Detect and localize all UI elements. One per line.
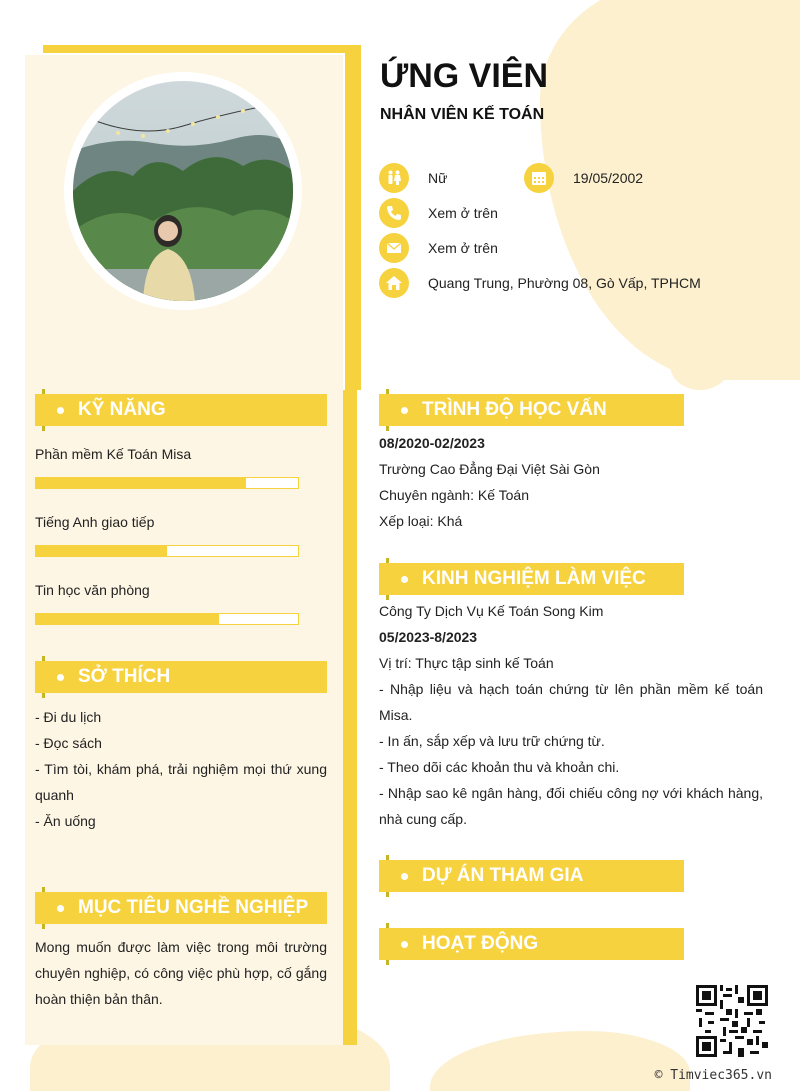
projects-title-text: DỰ ÁN THAM GIA	[422, 865, 584, 886]
activities-title-text: HOẠT ĐỘNG	[422, 933, 539, 954]
hobbies-title-text: SỞ THÍCH	[78, 666, 171, 687]
education-grade: Xếp loại: Khá	[379, 513, 463, 529]
skills-title-text: KỸ NĂNG	[78, 399, 166, 420]
objective-text: Mong muốn được làm việc trong môi trường chuyên nghiệp, có công việc phù hợp, cố gắng hoàn thiện bản thân.	[35, 939, 327, 1007]
projects-title	[379, 860, 684, 892]
gender-icon	[379, 163, 409, 193]
skill-label: Phần mềm Kế Toán Misa	[35, 446, 192, 462]
bullet-icon	[401, 576, 408, 583]
bullet-icon	[57, 905, 64, 912]
bullet-icon	[57, 674, 64, 681]
gender-value: Nữ	[428, 170, 448, 186]
calendar-icon	[524, 163, 554, 193]
education-period: 08/2020-02/2023	[379, 435, 485, 451]
experience-company: Công Ty Dịch Vụ Kế Toán Song Kim	[379, 603, 604, 619]
list-item: - Đi du lịch	[35, 709, 102, 725]
birthday-value: 19/05/2002	[573, 170, 644, 186]
frame-border	[343, 390, 357, 1045]
footer-brand[interactable]: © Timviec365.vn	[654, 1068, 772, 1083]
experience-block	[379, 598, 763, 832]
skill-bar	[35, 545, 299, 557]
frame-border	[345, 45, 361, 390]
address-value: Quang Trung, Phường 08, Gò Vấp, TPHCM	[428, 275, 701, 291]
skill-bar	[35, 613, 299, 625]
list-item: - Nhập liệu và hạch toán chứng từ lên phần mềm kế toán Misa.	[379, 681, 763, 723]
phone-value: Xem ở trên	[428, 205, 498, 221]
experience-position: Vị trí: Thực tập sinh kế Toán	[379, 655, 554, 671]
experience-title	[379, 563, 684, 595]
list-item: - In ấn, sắp xếp và lưu trữ chứng từ.	[379, 733, 605, 749]
education-major: Chuyên ngành: Kế Toán	[379, 487, 529, 503]
list-item: - Tìm tòi, khám phá, trải nghiệm mọi thứ xung quanh	[35, 761, 327, 803]
info-email	[379, 233, 498, 263]
phone-icon	[379, 198, 409, 228]
skill-fill	[36, 614, 219, 624]
info-birthday	[524, 163, 643, 193]
skill-label: Tiếng Anh giao tiếp	[35, 514, 155, 530]
info-phone	[379, 198, 498, 228]
home-icon	[379, 268, 409, 298]
objective-title	[35, 892, 327, 924]
education-title	[379, 394, 684, 426]
objective-title-text: MỤC TIÊU NGHỀ NGHIỆP	[78, 897, 309, 918]
list-item: - Nhập sao kê ngân hàng, đối chiếu công nợ với khách hàng, nhà cung cấp.	[379, 785, 763, 827]
list-item: - Ăn uống	[35, 813, 96, 829]
bullet-icon	[57, 407, 64, 414]
background-blob	[670, 340, 730, 390]
mail-icon	[379, 233, 409, 263]
email-value: Xem ở trên	[428, 240, 498, 256]
skill-bar	[35, 477, 299, 489]
education-school: Trường Cao Đẳng Đại Việt Sài Gòn	[379, 461, 600, 477]
skill-label: Tin học văn phòng	[35, 582, 150, 598]
candidate-name: ỨNG VIÊN	[380, 57, 549, 95]
experience-period: 05/2023-8/2023	[379, 629, 478, 645]
hobbies-list	[35, 704, 327, 834]
job-title: NHÂN VIÊN KẾ TOÁN	[380, 106, 545, 123]
skill-fill	[36, 478, 246, 488]
qr-code-icon	[696, 985, 768, 1057]
avatar	[73, 81, 293, 301]
hobbies-title	[35, 661, 327, 693]
skills-title	[35, 394, 327, 426]
education-block	[379, 430, 763, 534]
bullet-icon	[401, 873, 408, 880]
experience-title-text: KINH NGHIỆM LÀM VIỆC	[422, 568, 646, 589]
list-item: - Theo dõi các khoản thu và khoản chi.	[379, 759, 620, 775]
background-blob	[430, 1031, 690, 1091]
list-item: - Đọc sách	[35, 735, 102, 751]
skill-fill	[36, 546, 167, 556]
bullet-icon	[401, 941, 408, 948]
info-gender	[379, 163, 447, 193]
info-address	[379, 268, 701, 298]
education-title-text: TRÌNH ĐỘ HỌC VẤN	[422, 399, 607, 420]
bullet-icon	[401, 407, 408, 414]
activities-title	[379, 928, 684, 960]
frame-border	[43, 45, 361, 53]
